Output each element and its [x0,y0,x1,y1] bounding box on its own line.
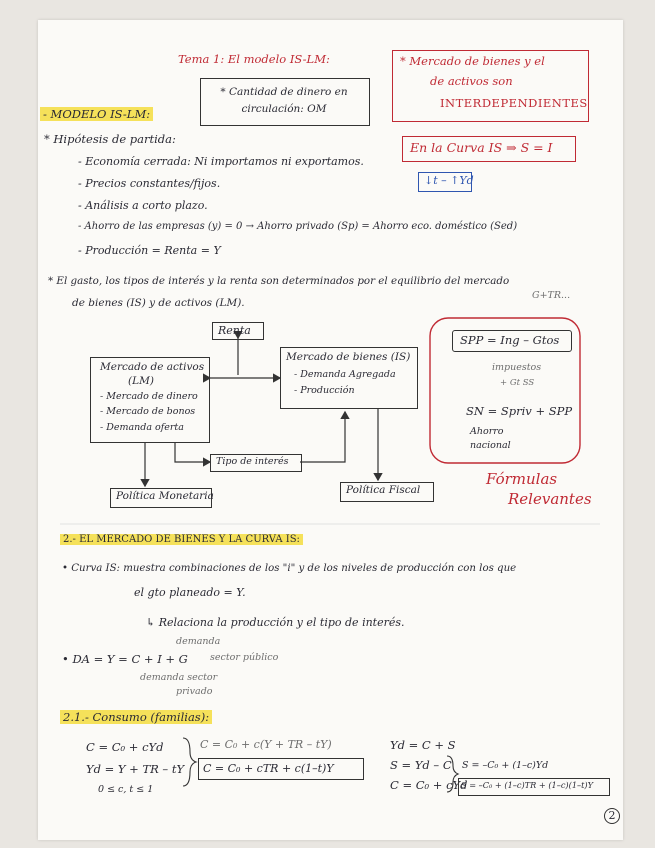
goods-title: Mercado de bienes (IS) [286,351,411,363]
money-note: * Cantidad de dinero en circulación: OM [220,86,348,115]
saving-eq-3: C = C₀ + cYd [390,778,468,792]
goods-item-1: - Demanda Agregada [294,369,396,380]
hypothesis-4: - Ahorro de las empresas (y) = 0 → Ahorro privado (Sp) = Ahorro eco. doméstico (Sed) [78,221,518,232]
consumption-mid-2: C = C₀ + cTR + c(1–t)Y [203,762,334,775]
da-demanda-note: demanda [176,636,221,647]
consumption-mid-1: C = C₀ + c(Y + TR – tY) [200,738,332,751]
ahorro-line-2: nacional [470,440,511,451]
da-private-1: demanda sector [140,672,218,683]
assets-item-2: - Mercado de bonos [100,406,196,417]
interdependence-line-3: INTERDEPENDIENTES [440,96,588,110]
consumption-eq-2: Yd = Y + TR – tY [86,762,185,776]
assets-item-1: - Mercado de dinero [100,391,198,402]
spp-formula: SPP = Ing – Gtos [460,333,560,347]
curve-line-1: • Curva IS: muestra combinaciones de los "i" y de los niveles de producción con los que [62,563,517,574]
arrow-assets-rate [175,442,210,462]
da-private-2: privado [176,686,213,697]
section21-title: 2.1.- Consumo (familias): [60,710,212,724]
assets-title: Mercado de activos [100,361,205,373]
da-equation: • DA = Y = C + I + G [62,652,188,666]
consumption-eq-3: 0 ≤ c, t ≤ 1 [98,784,154,795]
statement-line-2: de bienes (IS) y de activos (LM). [72,297,245,309]
consumption-eq-1: C = C₀ + cYd [86,740,164,754]
page-title: Tema 1: El modelo IS-LM: [178,52,330,66]
curve-sub: ↓t – ↑Yd [424,174,474,187]
fiscal-policy-label: Política Fiscal [346,484,421,496]
renta-label: Renta [218,324,251,337]
brace-left [183,738,196,786]
statement-line-1: * El gasto, los tipos de interés y la renta son determinados por el equilibrio del mercado [48,275,510,287]
section1-title: - MODELO IS-LM: [40,107,153,121]
monetary-policy-label: Política Monetaria [116,490,214,502]
hypothesis-5: - Producción = Renta = Y [78,244,221,257]
saving-result-1: S = –C₀ + (1–c)Yd [462,760,549,771]
hypothesis-3: - Análisis a corto plazo. [78,199,208,212]
assets-sub: (LM) [128,375,154,387]
curve-line-2: el gto planeado = Y. [134,586,246,599]
saving-eq-2: S = Yd – C [390,758,452,772]
assets-item-3: - Demanda oferta [100,422,184,433]
saving-result-2: S = –C₀ + (1–c)TR + (1–c)(1–t)Y [461,780,594,790]
gtos-label: + Gt SS [500,378,535,388]
goods-item-2: - Producción [294,385,355,396]
ahorro-line-1: Ahorro [470,426,504,437]
arrow-rate-goods [300,412,345,462]
sn-formula: SN = Spriv + SPP [466,404,573,418]
formulas-label-1: Fórmulas [486,470,558,488]
impuestos-label: impuestos [492,362,542,373]
hypothesis-label: * Hipótesis de partida: [44,132,176,146]
hypothesis-2: - Precios constantes/fijos. [78,177,221,190]
formulas-label-2: Relevantes [508,490,592,508]
section2-title: 2.- EL MERCADO DE BIENES Y LA CURVA IS: [60,534,303,545]
page-number: 2 [604,808,620,824]
interdependence-line-2: de activos son [430,74,513,88]
formulas-top-note: G+TR... [532,290,571,301]
relation-line: ↳ Relaciona la producción y el tipo de interés. [146,616,405,629]
hypothesis-1: - Economía cerrada: Ni importamos ni exportamos. [78,155,364,168]
rate-label: Tipo de interés [216,456,289,467]
da-sector-public: sector público [210,652,279,663]
saving-eq-1: Yd = C + S [390,738,456,752]
curve-eq: En la Curva IS ⇒ S = I [410,140,553,155]
interdependence-line-1: * Mercado de bienes y el [400,54,545,68]
